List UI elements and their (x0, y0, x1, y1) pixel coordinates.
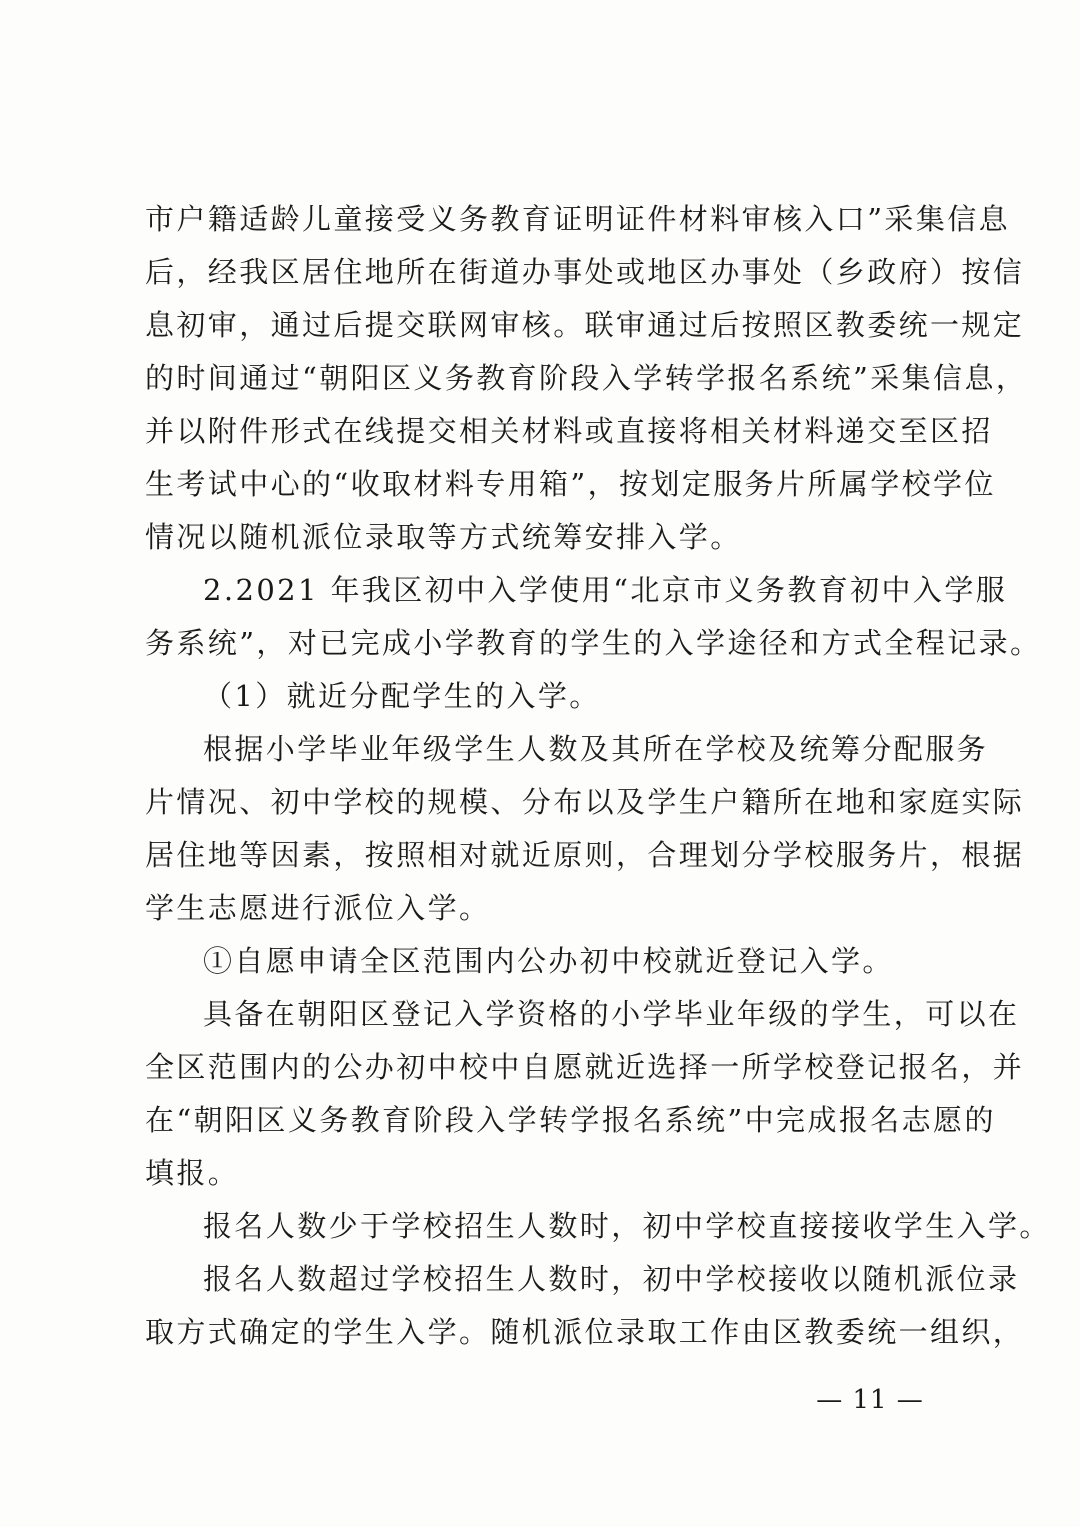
text-line-10: （1）就近分配学生的入学。 (203, 679, 601, 713)
text-line-17: 全区范围内的公办初中校中自愿就近选择一所学校登记报名，并 (145, 1050, 1025, 1084)
text-line-9: 务系统”，对已完成小学教育的学生的入学途径和方式全程记录。 (145, 626, 1042, 660)
text-line-11: 根据小学毕业年级学生人数及其所在学校及统筹分配服务 (203, 732, 989, 766)
text-line-15: ①自愿申请全区范围内公办初中校就近登记入学。 (203, 944, 894, 978)
text-line-14: 学生志愿进行派位入学。 (145, 891, 491, 925)
text-line-18: 在“朝阳区义务教育阶段入学转学报名系统”中完成报名志愿的 (145, 1103, 996, 1137)
text-line-20: 报名人数少于学校招生人数时，初中学校直接接收学生入学。 (203, 1209, 1051, 1243)
text-line-19: 填报。 (145, 1156, 240, 1190)
text-line-12: 片情况、初中学校的规模、分布以及学生户籍所在地和家庭实际 (145, 785, 1025, 819)
text-line-2: 后，经我区居住地所在街道办事处或地区办事处（乡政府）按信 (145, 255, 1025, 289)
text-line-22: 取方式确定的学生入学。随机派位录取工作由区教委统一组织， (145, 1315, 1025, 1349)
text-line-4: 的时间通过“朝阳区义务教育阶段入学转学报名系统”采集信息， (145, 361, 1028, 395)
text-line-7: 情况以随机派位录取等方式统筹安排入学。 (145, 520, 742, 554)
text-line-3: 息初审，通过后提交联网审核。联审通过后按照区教委统一规定 (145, 308, 1025, 342)
text-line-1: 市户籍适龄儿童接受义务教育证明证件材料审核入口”采集信息 (145, 202, 1011, 236)
text-line-13: 居住地等因素，按照相对就近原则，合理划分学校服务片，根据 (145, 838, 1025, 872)
text-line-8: 2.2021 年我区初中入学使用“北京市义务教育初中入学服 (203, 573, 1008, 607)
document-body (145, 193, 1051, 1359)
text-line-6: 生考试中心的“收取材料专用箱”，按划定服务片所属学校学位 (145, 467, 996, 501)
text-line-21: 报名人数超过学校招生人数时，初中学校接收以随机派位录 (203, 1262, 1020, 1296)
text-line-5: 并以附件形式在线提交相关材料或直接将相关材料递交至区招 (145, 414, 993, 448)
page-number: — 11 — (816, 1385, 924, 1415)
text-line-16: 具备在朝阳区登记入学资格的小学毕业年级的学生，可以在 (203, 997, 1020, 1031)
